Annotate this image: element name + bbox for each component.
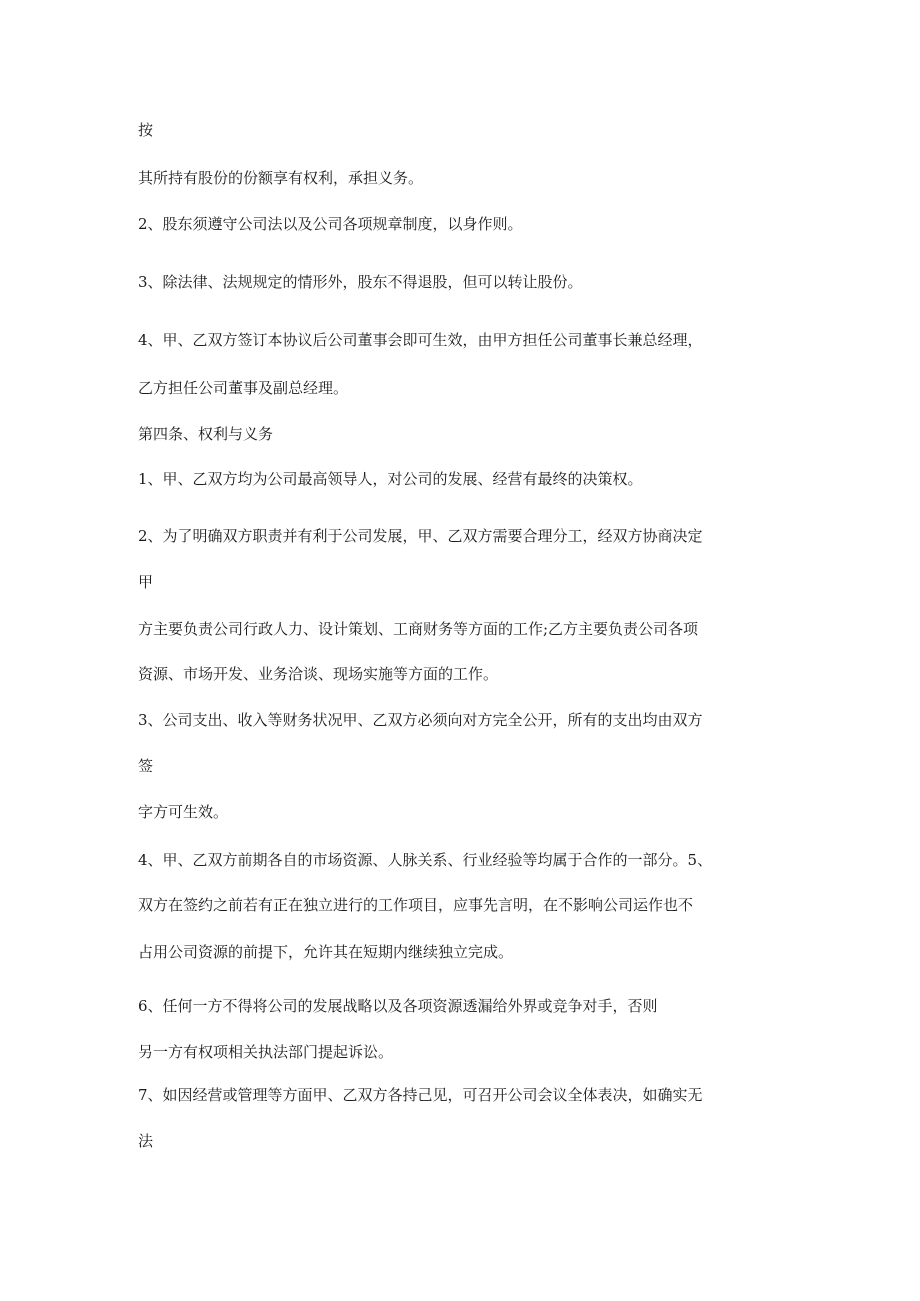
text-line: 2、为了明确双方职责并有利于公司发展，甲、乙双方需要合理分工，经双方协商决定 (138, 527, 703, 545)
text-line: 法 (138, 1132, 154, 1150)
text-line: 4、甲、乙双方前期各自的市场资源、人脉关系、行业经验等均属于合作的一部分。5、 (138, 851, 713, 869)
text-line: 6、任何一方不得将公司的发展战略以及各项资源透漏给外界或竞争对手，否则 (138, 997, 658, 1015)
text-line: 4、甲、乙双方签订本协议后公司董事会即可生效，由甲方担任公司董事长兼总经理， (138, 331, 703, 349)
text-line: 双方在签约之前若有正在独立进行的工作项目，应事先言明，在不影响公司运作也不 (138, 896, 694, 914)
text-line: 字方可生效。 (138, 803, 229, 821)
text-line: 按 (138, 121, 154, 139)
text-line: 占用公司资源的前提下，允许其在短期内继续独立完成。 (138, 943, 514, 961)
text-line: 3、公司支出、收入等财务状况甲、乙双方必须向对方完全公开，所有的支出均由双方 (138, 711, 703, 729)
text-line: 方主要负责公司行政人力、设计策划、工商财务等方面的工作;乙方主要负责公司各项 (138, 620, 699, 638)
section-heading: 第四条、权利与义务 (138, 425, 274, 443)
text-line: 其所持有股份的份额享有权利，承担义务。 (138, 169, 424, 187)
text-line: 2、股东须遵守公司法以及公司各项规章制度，以身作则。 (138, 215, 523, 233)
text-line: 1、甲、乙双方均为公司最高领导人，对公司的发展、经营有最终的决策权。 (138, 470, 643, 488)
text-line: 3、除法律、法规规定的情形外，股东不得退股，但可以转让股份。 (138, 273, 583, 291)
text-line: 签 (138, 757, 154, 775)
text-line: 另一方有权项相关执法部门提起诉讼。 (138, 1043, 394, 1061)
text-line: 7、如因经营或管理等方面甲、乙双方各持己见，可召开公司会议全体表决，如确实无 (138, 1086, 703, 1104)
text-line: 乙方担任公司董事及副总经理。 (138, 379, 349, 397)
text-line: 甲 (138, 573, 154, 591)
text-line: 资源、市场开发、业务洽谈、现场实施等方面的工作。 (138, 665, 499, 683)
